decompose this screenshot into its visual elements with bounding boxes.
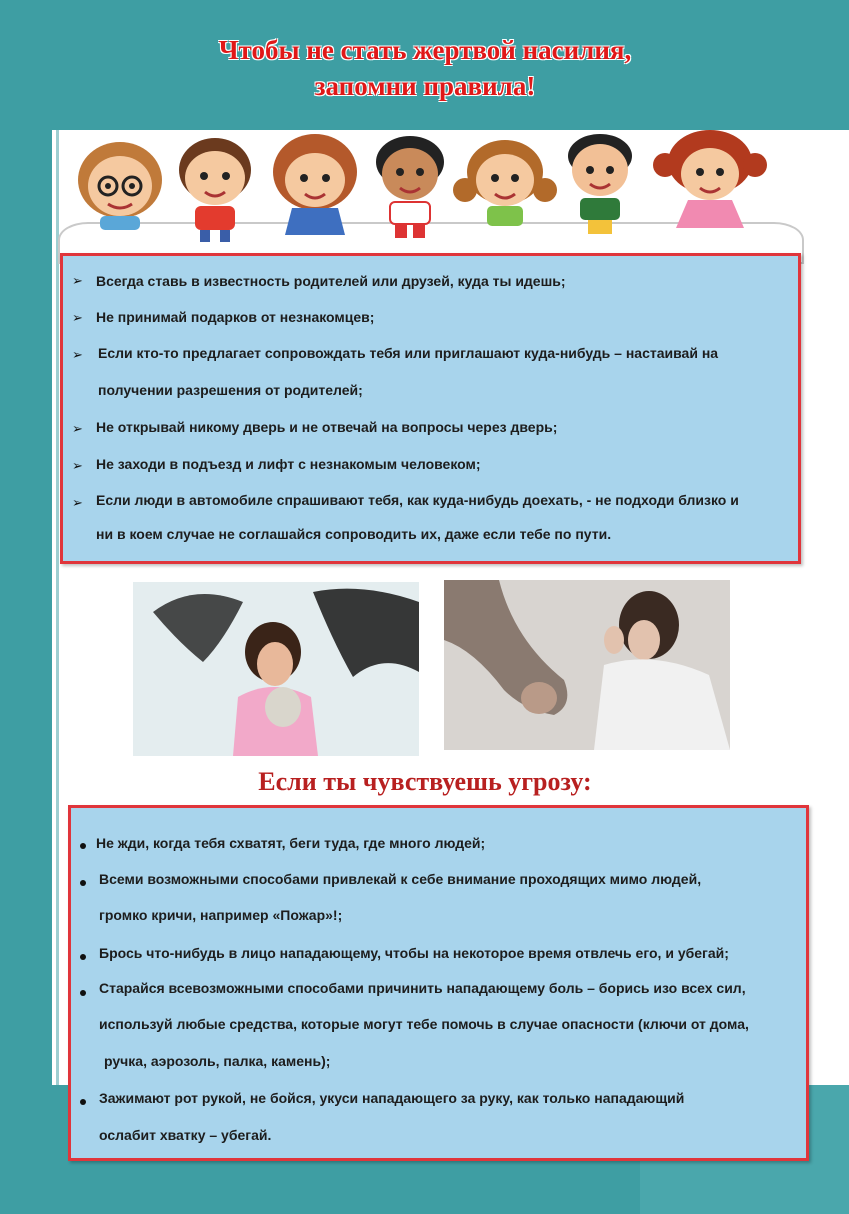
threat-line-1: Не жди, когда тебя схватят, беги туда, где много людей;	[96, 835, 486, 851]
rules-panel	[60, 253, 801, 564]
dot-bullet-icon	[80, 880, 86, 886]
woman-fear-photo	[444, 580, 730, 750]
rule-line-1: Всегда ставь в известность родителей или друзей, куда ты идешь;	[96, 273, 566, 289]
kid-3-blue-dress	[273, 134, 357, 235]
rule-line-5: Не заходи в подъезд и лифт с незнакомым человеком;	[96, 456, 481, 472]
left-accent-line	[56, 130, 59, 1214]
threat-line-5-cont: ослабит хватку – убегай.	[99, 1127, 272, 1143]
title-line-1: Чтобы не стать жертвой насилия,	[218, 35, 632, 65]
rule-line-4: Не открывай никому дверь и не отвечай на вопросы через дверь;	[96, 419, 558, 435]
kid-6-boy	[568, 134, 632, 234]
rule-line-6-cont: ни в коем случае не соглашайся сопроводить их, даже если тебе по пути.	[96, 526, 612, 542]
page-title	[120, 32, 730, 104]
dot-bullet-icon	[80, 990, 86, 996]
threat-line-3: Брось что-нибудь в лицо нападающему, чтобы на некоторое время отвлечь его, и убегай;	[99, 945, 729, 961]
threat-heading: Если ты чувствуешь угрозу:	[258, 767, 592, 796]
dot-bullet-icon	[80, 843, 86, 849]
left-teal-band	[0, 0, 52, 1214]
kid-5-pigtails	[453, 140, 557, 226]
child-shadow-image	[133, 582, 419, 756]
child-shadow-photo	[133, 582, 419, 756]
rule-line-6: Если люди в автомобиле спрашивают тебя, как куда-нибудь доехать, - не подходи близко и	[96, 492, 739, 508]
rule-line-2: Не принимай подарков от незнакомцев;	[96, 309, 375, 325]
threat-line-2-cont: громко кричи, например «Пожар»!;	[99, 907, 343, 923]
title-line-2: запомни правила!	[314, 71, 536, 101]
threat-line-4: Старайся всевозможными способами причинить нападающему боль – борись изо всех сил,	[99, 980, 746, 996]
threat-line-2: Всеми возможными способами привлекай к себе внимание проходящих мимо людей,	[99, 871, 702, 887]
arrow-bullet-icon: ➢	[72, 273, 83, 288]
kid-2-red-shirt	[179, 138, 251, 242]
rule-line-3: Если кто-то предлагает сопровождать тебя или приглашают куда-нибудь – настаивай на	[98, 345, 719, 361]
arrow-bullet-icon: ➢	[72, 310, 83, 325]
woman-fear-image	[444, 580, 730, 750]
kid-1-glasses	[78, 142, 162, 230]
cartoon-kids-illustration	[60, 120, 800, 250]
arrow-bullet-icon: ➢	[72, 347, 83, 362]
threat-line-4-cont: используй любые средства, которые могут тебе помочь в случае опасности (ключи от дома,	[99, 1016, 749, 1032]
threat-line-4-cont-2: ручка, аэрозоль, палка, камень);	[104, 1053, 331, 1069]
kid-4-curly-hair	[376, 136, 444, 238]
dot-bullet-icon	[80, 954, 86, 960]
threat-line-5: Зажимают рот рукой, не бойся, укуси нападающего за руку, как только нападающий	[99, 1090, 685, 1106]
kid-7-pink-dress	[653, 130, 767, 228]
arrow-bullet-icon: ➢	[72, 421, 83, 436]
arrow-bullet-icon: ➢	[72, 458, 83, 473]
dot-bullet-icon	[80, 1099, 86, 1105]
arrow-bullet-icon: ➢	[72, 495, 83, 510]
rule-line-3-cont: получении разрешения от родителей;	[98, 382, 363, 398]
